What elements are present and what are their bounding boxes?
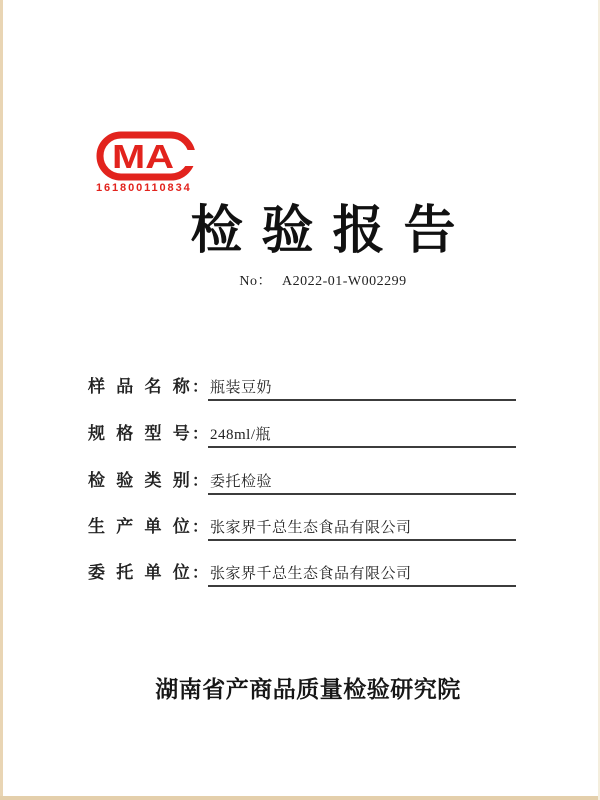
field-colon: ： [192,519,209,536]
field-label: 生 产 单 位 [88,517,191,536]
report-number-line [0,270,600,290]
field-colon: ： [192,379,209,396]
cma-logo [96,131,196,194]
field-row-manufacturer [88,512,516,536]
field-label: 样 品 名 称 [88,377,191,396]
field-value: 瓶装豆奶 [208,376,516,401]
cma-number: 161800110834 [96,182,192,194]
institute-name: 湖南省产商品质量检验研究院 [155,677,461,702]
scan-edge-bottom [0,796,600,800]
field-label: 委 托 单 位 [88,563,191,582]
field-label: 检 验 类 别 [88,471,191,490]
field-value: 张家界千总生态食品有限公司 [208,516,516,541]
field-value: 委托检验 [208,470,516,495]
field-row-sample-name [88,372,516,396]
report-title: 检 验 报 告 [190,203,456,260]
field-value: 张家界千总生态食品有限公司 [208,562,516,587]
report-number-label: No： [239,274,272,289]
field-colon: ： [192,426,209,443]
field-row-inspection-type [88,466,516,490]
field-row-spec-model [88,419,516,443]
report-number-value: A2022-01-W002299 [281,274,407,289]
svg-text:MA: MA [112,138,174,175]
field-value: 248ml/瓶 [208,423,516,448]
field-label: 规 格 型 号 [88,424,191,443]
field-colon: ： [192,473,209,490]
field-colon: ： [192,565,209,582]
field-row-client [88,558,516,582]
cma-ring-icon [96,131,196,181]
